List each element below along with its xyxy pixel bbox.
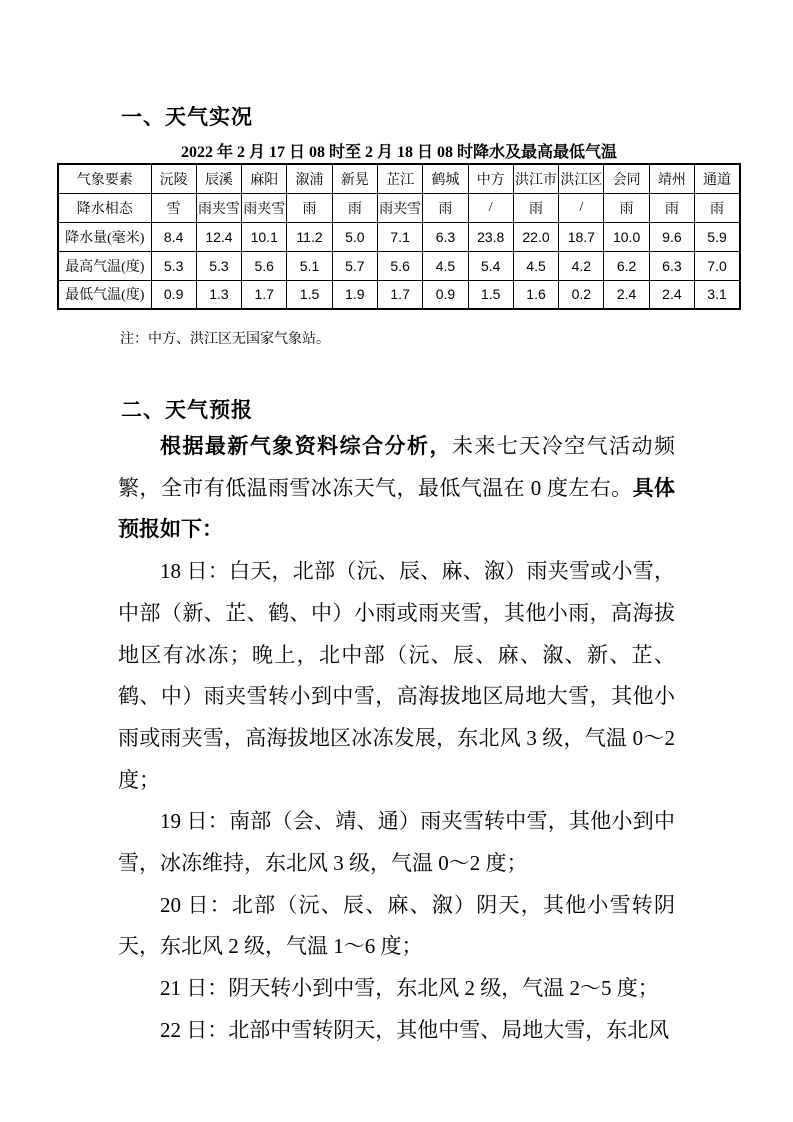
section1-heading: 一、天气实况 (121, 106, 253, 129)
table-value-cell: 5.3 (196, 251, 241, 280)
table-value-cell: / (468, 193, 513, 222)
table-value-cell: 6.3 (649, 251, 694, 280)
table-value-cell: 4.5 (423, 251, 468, 280)
station-header-cell: 会同 (604, 164, 649, 193)
table-value-cell: 雨 (695, 193, 740, 222)
table-value-cell: 5.4 (468, 251, 513, 280)
station-header-cell: 洪江市 (513, 164, 558, 193)
section2-heading: 二、天气预报 (121, 399, 253, 422)
table-value-cell: 9.6 (649, 222, 694, 251)
forecast-paragraph: 20 日：北部（沅、辰、麻、溆）阴天，其他小雪转阴天，东北风 2 级，气温 1～6 度； (118, 892, 675, 959)
table-value-cell: 5.3 (151, 251, 196, 280)
table-value-cell: 5.6 (242, 251, 287, 280)
table-value-cell: 雨夹雪 (377, 193, 422, 222)
station-header-cell: 靖州 (649, 164, 694, 193)
table-header-row (58, 164, 740, 193)
intro-paragraph (118, 426, 675, 551)
station-header-cell: 新晃 (332, 164, 377, 193)
table-value-cell: 5.9 (695, 222, 740, 251)
table-corner-cell: 气象要素 (58, 164, 151, 193)
intro-body-text: 未来七天冷空气活动频繁，全市有低温雨雪冰冻天气，最低气温在 0 度左右。 (118, 434, 676, 500)
table-value-cell: 7.1 (377, 222, 422, 251)
table-value-cell: 12.4 (196, 222, 241, 251)
table-value-cell: 0.9 (423, 280, 468, 309)
table-value-cell: 1.7 (377, 280, 422, 309)
table-value-cell: 雨 (423, 193, 468, 222)
station-header-cell: 鹤城 (423, 164, 468, 193)
table-value-cell: 3.1 (695, 280, 740, 309)
weather-table-title: 2022 年 2 月 17 日 08 时至 2 月 18 日 08 时降水及最高最低气温 (180, 144, 617, 161)
station-header-cell: 芷江 (377, 164, 422, 193)
station-header-cell: 中方 (468, 164, 513, 193)
table-value-cell: 雨夹雪 (242, 193, 287, 222)
station-header-cell: 溆浦 (287, 164, 332, 193)
table-row (58, 251, 740, 280)
table-value-cell: 雨 (287, 193, 332, 222)
table-value-cell: 1.3 (196, 280, 241, 309)
weather-table (57, 163, 741, 310)
table-value-cell: 6.3 (423, 222, 468, 251)
table-row (58, 193, 740, 222)
table-value-cell: 8.4 (151, 222, 196, 251)
table-value-cell: 4.2 (559, 251, 604, 280)
table-value-cell: 10.0 (604, 222, 649, 251)
table-value-cell: 5.7 (332, 251, 377, 280)
table-value-cell: 雨夹雪 (196, 193, 241, 222)
row-label-cell: 降水相态 (58, 193, 151, 222)
table-value-cell: 2.4 (649, 280, 694, 309)
station-header-cell: 洪江区 (559, 164, 604, 193)
table-value-cell: 0.2 (559, 280, 604, 309)
station-header-cell: 沅陵 (151, 164, 196, 193)
intro-lead-bold: 根据最新气象资料综合分析， (160, 435, 452, 458)
row-label-cell: 降水量(毫米) (58, 222, 151, 251)
table-value-cell: 2.4 (604, 280, 649, 309)
table-value-cell: 雨 (513, 193, 558, 222)
forecast-paragraph: 18 日：白天，北部（沅、辰、麻、溆）雨夹雪或小雪，中部（新、芷、鹤、中）小雨或雨夹雪，其他小雨，高海拔地区有冰冻；晚上，北中部（沅、辰、麻、溆、新、芷、鹤、中）雨夹雪转小到中雪，高海拔地区局地大雪，其他小雨或雨夹雪，高海拔地区冰冻发展，东北风 3 级，气温 0～2 度； (118, 559, 675, 792)
table-value-cell: 11.2 (287, 222, 332, 251)
table-value-cell: 雨 (649, 193, 694, 222)
table-value-cell: 18.7 (559, 222, 604, 251)
table-value-cell: 0.9 (151, 280, 196, 309)
table-value-cell: 雨 (604, 193, 649, 222)
table-value-cell: 5.6 (377, 251, 422, 280)
table-value-cell: 雨 (332, 193, 377, 222)
table-value-cell: / (559, 193, 604, 222)
table-value-cell: 5.1 (287, 251, 332, 280)
table-value-cell: 10.1 (242, 222, 287, 251)
table-value-cell: 1.7 (242, 280, 287, 309)
table-value-cell: 4.5 (513, 251, 558, 280)
table-value-cell: 1.5 (287, 280, 332, 309)
table-value-cell: 5.0 (332, 222, 377, 251)
row-label-cell: 最低气温(度) (58, 280, 151, 309)
table-note: 注：中方、洪江区无国家气象站。 (120, 332, 330, 347)
table-value-cell: 雪 (151, 193, 196, 222)
table-value-cell: 7.0 (695, 251, 740, 280)
intro-tail-bold: 具体预报如下： (118, 476, 676, 542)
station-header-cell: 通道 (695, 164, 740, 193)
forecast-paragraph: 19 日：南部（会、靖、通）雨夹雪转中雪，其他小到中雪，冰冻维持，东北风 3 级，气温 0～2 度； (118, 809, 675, 876)
station-header-cell: 麻阳 (242, 164, 287, 193)
table-value-cell: 1.5 (468, 280, 513, 309)
table-value-cell: 1.6 (513, 280, 558, 309)
table-value-cell: 23.8 (468, 222, 513, 251)
forecast-paragraph: 22 日：北部中雪转阴天，其他中雪、局地大雪，东北风 (160, 1017, 670, 1042)
forecast-text-block (118, 426, 675, 1052)
table-value-cell: 22.0 (513, 222, 558, 251)
forecast-paragraph: 21 日：阴天转小到中雪，东北风 2 级，气温 2～5 度； (160, 976, 659, 1001)
station-header-cell: 辰溪 (196, 164, 241, 193)
table-row (58, 280, 740, 309)
table-value-cell: 6.2 (604, 251, 649, 280)
table-value-cell: 1.9 (332, 280, 377, 309)
row-label-cell: 最高气温(度) (58, 251, 151, 280)
table-row (58, 222, 740, 251)
